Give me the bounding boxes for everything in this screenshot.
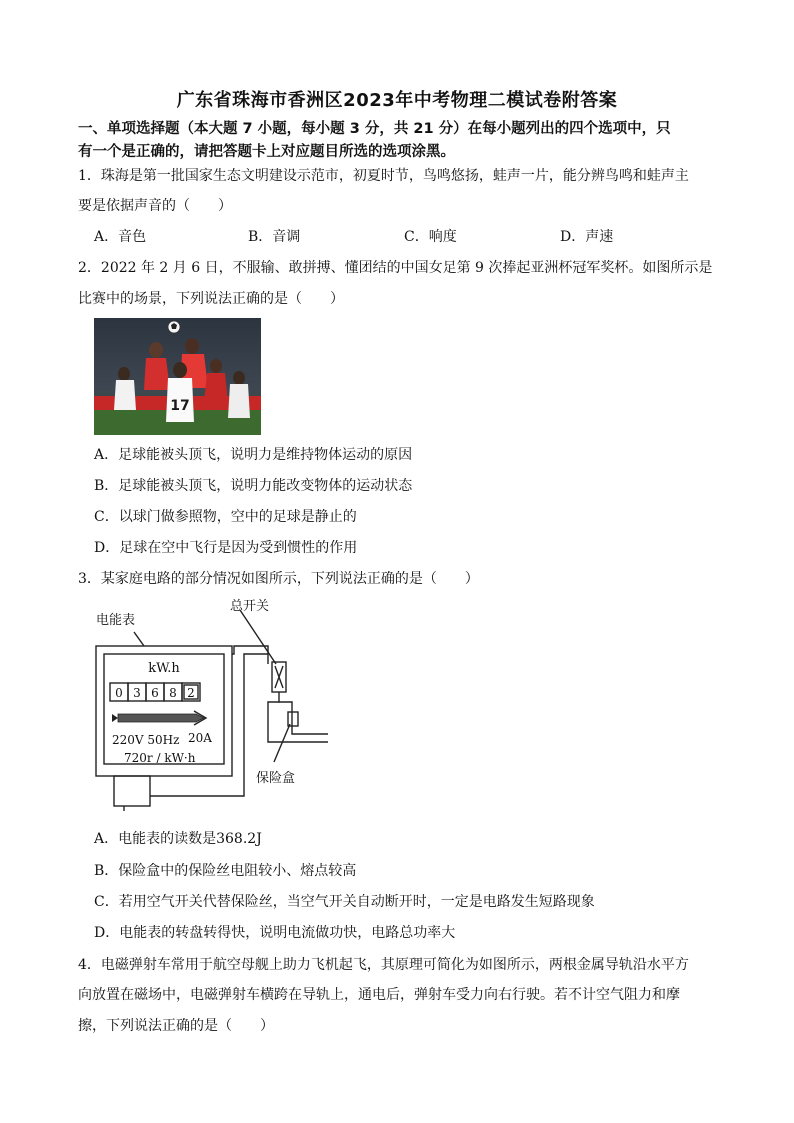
main-switch-label: 总开关 xyxy=(230,599,270,614)
q1-option-a: A．音色 xyxy=(94,229,147,245)
section-heading-line-1: 一、单项选择题（本大题 7 小题，每小题 3 分，共 21 分）在每小题列出的四个选项中，只 xyxy=(78,121,671,137)
q2-option-b: B．足球能被头顶飞，说明力能改变物体的运动状态 xyxy=(94,478,413,494)
meter-label: 电能表 xyxy=(96,613,136,628)
page-title: 广东省珠海市香洲区2023年中考物理二模试卷附答案 xyxy=(176,90,618,111)
soccer-match-photo xyxy=(94,318,261,435)
meter-digit-3: 6 xyxy=(151,686,159,700)
q2-option-c: C．以球门做参照物，空中的足球是静止的 xyxy=(94,509,357,525)
fuse-box-label: 保险盒 xyxy=(256,771,296,786)
meter-digit-4: 8 xyxy=(169,686,177,700)
q1-option-b: B．音调 xyxy=(248,229,301,245)
section-heading xyxy=(78,118,728,164)
q3-option-c: C．若用空气开关代替保险丝，当空气开关自动断开时，一定是电路发生短路现象 xyxy=(94,894,595,910)
q1-stem-line-1: 1．珠海是第一批国家生态文明建设示范市，初夏时节，鸟鸣悠扬，蛙声一片，能分辨鸟鸣和蛙声主 xyxy=(78,168,689,184)
meter-spec-revolutions: 720r / kW·h xyxy=(124,751,196,765)
q4-stem-line-2: 向放置在磁场中，电磁弹射车横跨在导轨上，通电后，弹射车受力向右行驶。若不计空气阻力和摩 xyxy=(78,987,680,1003)
q2-stem-line-2: 比赛中的场景，下列说法正确的是（ ） xyxy=(78,291,344,307)
meter-digit-5: 2 xyxy=(187,686,195,700)
q3-option-a: A．电能表的读数是368.2J xyxy=(94,831,262,847)
meter-digit-2: 3 xyxy=(133,686,141,700)
q2-option-a: A．足球能被头顶飞，说明力是维持物体运动的原因 xyxy=(94,447,413,463)
circuit-diagram xyxy=(84,592,344,812)
section-heading-line-2: 有一个是正确的，请把答题卡上对应题目所选的选项涂黑。 xyxy=(78,144,455,160)
meter-spec-current: 20A xyxy=(188,731,212,745)
meter-digit-1: 0 xyxy=(115,686,123,700)
jersey-number: 17 xyxy=(170,398,190,414)
q1-option-d: D．声速 xyxy=(560,229,614,245)
q4-stem-line-1: 4．电磁弹射车常用于航空母舰上助力飞机起飞，其原理可简化为如图所示，两根金属导轨沿水平方 xyxy=(78,957,689,973)
meter-unit: kW.h xyxy=(148,661,180,676)
q4-stem-line-3: 擦，下列说法正确的是（ ） xyxy=(78,1018,274,1034)
q1-option-c: C．响度 xyxy=(404,229,457,245)
q3-option-b: B．保险盒中的保险丝电阻较小、熔点较高 xyxy=(94,863,357,879)
meter-spec-voltage: 220V 50Hz xyxy=(112,733,180,747)
q3-stem-line-1: 3．某家庭电路的部分情况如图所示，下列说法正确的是（ ） xyxy=(78,571,479,587)
q3-option-d: D．电能表的转盘转得快，说明电流做功快，电路总功率大 xyxy=(94,925,456,941)
household-circuit-figure xyxy=(84,592,344,812)
soccer-photo-illustration xyxy=(94,318,261,435)
q1-stem-line-2: 要是依据声音的（ ） xyxy=(78,198,232,214)
q2-stem-line-1: 2．2022 年 2 月 6 日，不服输、敢拼搏、懂团结的中国女足第 9 次捧起亚洲杯冠军奖杯。如图所示是 xyxy=(78,260,713,276)
q2-option-d: D．足球在空中飞行是因为受到惯性的作用 xyxy=(94,540,358,556)
